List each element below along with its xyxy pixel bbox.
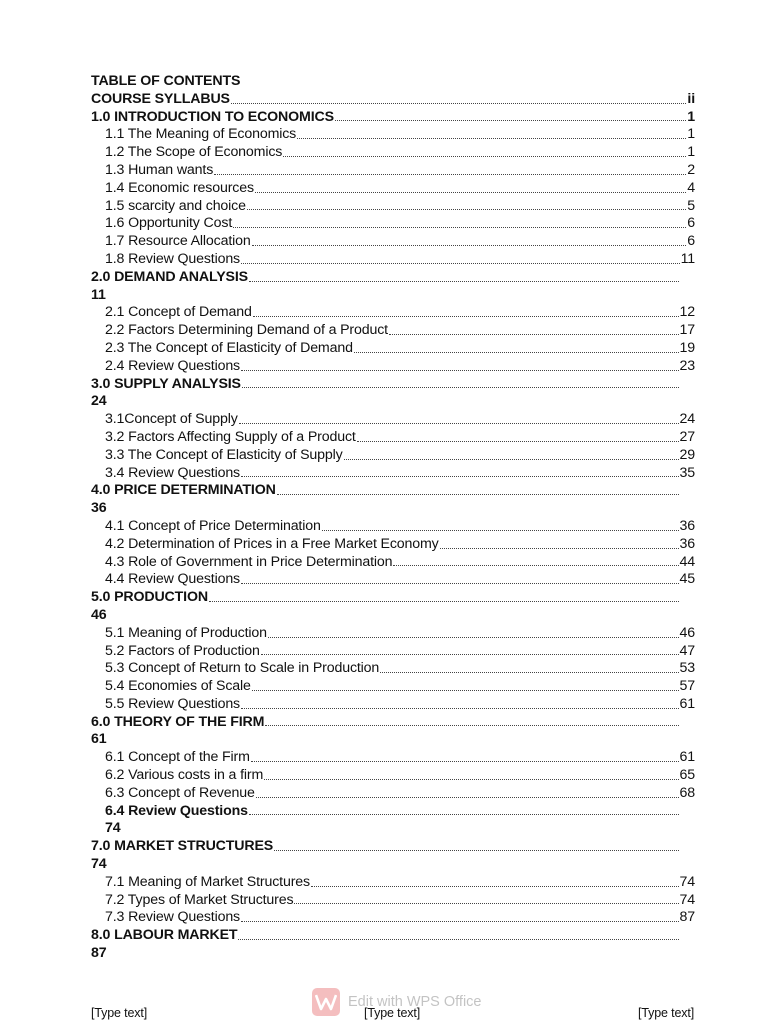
toc-entry-title: 4.1 Concept of Price Determination	[105, 517, 321, 534]
toc-entry-title: 5.2 Factors of Production	[105, 642, 260, 659]
dot-leader	[241, 583, 679, 584]
toc-entry-title: 3.1Concept of Supply	[105, 411, 238, 428]
toc-entry-title: 1.0 INTRODUCTION TO ECONOMICS	[91, 108, 334, 125]
toc-section-entry[interactable]	[91, 892, 695, 910]
toc-section-entry[interactable]	[91, 251, 695, 269]
toc-section-entry[interactable]	[91, 304, 695, 322]
toc-section-entry[interactable]	[91, 696, 695, 714]
toc-entry-title: 7.3 Review Questions	[105, 909, 241, 926]
dot-leader	[233, 227, 686, 228]
toc-chapter-entry[interactable]	[91, 927, 695, 945]
dot-leader	[335, 120, 686, 121]
toc-section-entry[interactable]	[91, 144, 695, 162]
toc-section-entry[interactable]	[91, 678, 695, 696]
dot-leader	[264, 779, 678, 780]
dot-leader	[209, 601, 679, 602]
toc-entry-title: 7.0 MARKET STRUCTURES	[91, 838, 274, 855]
dot-leader	[393, 565, 678, 566]
toc-entry-page: 29	[679, 446, 695, 463]
dot-leader	[255, 192, 686, 193]
toc-section-entry[interactable]	[91, 162, 695, 180]
toc-entry-title: 1.6 Opportunity Cost	[105, 215, 233, 232]
toc-entry-title: 5.0 PRODUCTION	[91, 589, 208, 606]
dot-leader	[253, 316, 679, 317]
toc-section-entry[interactable]	[91, 215, 695, 233]
toc-entry-syllabus[interactable]	[91, 91, 695, 109]
toc-entry-page: 23	[679, 357, 695, 374]
toc-entry-page: 17	[679, 322, 695, 339]
toc-heading: TABLE OF CONTENTS	[91, 73, 241, 89]
toc-entry-title: 5.5 Review Questions	[105, 695, 241, 712]
toc-entry-page: 68	[679, 784, 695, 801]
toc-entry-title: 2.3 The Concept of Elasticity of Demand	[105, 339, 353, 356]
toc-entry-title: 4.4 Review Questions	[105, 571, 241, 588]
dot-leader	[256, 797, 679, 798]
toc-entry-page: 12	[679, 304, 695, 321]
toc-entry-page-wrapped: 46	[91, 606, 107, 623]
toc-entry-title: 4.3 Role of Government in Price Determination	[105, 553, 393, 570]
toc-entry-title: 2.1 Concept of Demand	[105, 304, 252, 321]
toc-entry-title: 5.3 Concept of Return to Scale in Production	[105, 660, 380, 677]
toc-section-entry[interactable]	[91, 643, 695, 661]
toc-entry-title: 2.0 DEMAND ANALYSIS	[91, 268, 248, 285]
toc-entry-title: 1.7 Resource Allocation	[105, 233, 251, 250]
dot-leader	[249, 281, 679, 282]
toc-section-entry[interactable]	[91, 429, 695, 447]
toc-section-entry[interactable]	[91, 198, 695, 216]
toc-entry-title: COURSE SYLLABUS	[91, 90, 230, 107]
toc-entry-page: 5	[687, 197, 695, 214]
toc-section-entry[interactable]	[91, 874, 695, 892]
toc-section-entry[interactable]	[91, 749, 695, 767]
toc-entry-page: 1	[687, 126, 695, 143]
toc-entry-title: 6.2 Various costs in a firm	[105, 767, 264, 784]
toc-entry-page: 11	[680, 250, 695, 267]
dot-leader	[322, 530, 679, 531]
toc-entry-title: 1.1 The Meaning of Economics	[105, 126, 297, 143]
toc-chapter-entry[interactable]	[91, 482, 695, 500]
toc-entry-title: 7.2 Types of Market Structures	[105, 891, 294, 908]
dot-leader	[297, 138, 686, 139]
toc-entry-page: 6	[687, 233, 695, 250]
toc-section-entry[interactable]	[91, 767, 695, 785]
toc-entry-page-wrapped: 87	[91, 945, 107, 962]
toc-section-entry[interactable]	[91, 340, 695, 358]
toc-entry-title: 4.2 Determination of Prices in a Free Market Economy	[105, 535, 439, 552]
toc-section-entry[interactable]	[91, 322, 695, 340]
toc-entry-title: 4.0 PRICE DETERMINATION	[91, 482, 276, 499]
page-footer	[0, 1006, 768, 1024]
toc-entry-page: 1	[687, 108, 695, 125]
toc-entry-page: 46	[679, 624, 695, 641]
wps-watermark-text: Edit with WPS Office	[348, 994, 482, 1010]
toc-entry-title: 5.4 Economies of Scale	[105, 678, 251, 695]
toc-section-entry[interactable]	[91, 358, 695, 376]
toc-entry-page-wrapped: 36	[91, 500, 107, 517]
toc-chapter-entry[interactable]	[91, 714, 695, 732]
dot-leader	[241, 921, 679, 922]
toc-entry-page: 36	[679, 535, 695, 552]
dot-leader	[239, 423, 679, 424]
toc-section-entry[interactable]	[91, 233, 695, 251]
toc-entry-title: 6.0 THEORY OF THE FIRM	[91, 713, 265, 730]
dot-leader	[440, 548, 679, 549]
toc-chapter-entry[interactable]	[91, 376, 695, 394]
dot-leader	[252, 245, 687, 246]
toc-chapter-entry[interactable]	[91, 838, 695, 856]
dot-leader	[357, 441, 679, 442]
toc-entry-title: 3.3 The Concept of Elasticity of Supply	[105, 446, 343, 463]
toc-entry-page: 87	[679, 909, 695, 926]
dot-leader	[251, 761, 679, 762]
footer-center-text: [Type text]	[364, 1006, 421, 1020]
dot-leader	[241, 263, 680, 264]
toc-chapter-entry[interactable]	[91, 269, 695, 287]
toc-entry-page: 36	[679, 517, 695, 534]
toc-entry-page: 74	[679, 873, 695, 890]
toc-entry-title: 2.2 Factors Determining Demand of a Product	[105, 322, 388, 339]
toc-entry-title: 6.3 Concept of Revenue	[105, 784, 255, 801]
dot-leader	[261, 654, 679, 655]
toc-entry-page: ii	[687, 90, 695, 107]
dot-leader	[380, 672, 678, 673]
toc-entry-page: 4	[687, 179, 695, 196]
toc-section-entry[interactable]	[91, 625, 695, 643]
toc-entry-page: 19	[679, 339, 695, 356]
dot-leader	[214, 174, 686, 175]
dot-leader	[294, 903, 678, 904]
toc-chapter-entry[interactable]	[91, 589, 695, 607]
table-of-contents	[91, 73, 695, 963]
toc-entry-page: 35	[679, 464, 695, 481]
dot-leader	[241, 708, 679, 709]
toc-entry-title: 7.1 Meaning of Market Structures	[105, 873, 310, 890]
dot-leader	[265, 725, 679, 726]
toc-section-entry[interactable]	[91, 536, 695, 554]
toc-section-entry[interactable]	[91, 447, 695, 465]
toc-entry-page: 1	[687, 144, 695, 161]
toc-entry-page: 57	[679, 678, 695, 695]
dot-leader	[283, 156, 686, 157]
toc-section-entry[interactable]	[91, 411, 695, 429]
footer-left-text: [Type text]	[91, 1006, 148, 1020]
footer-right-text: [Type text]	[638, 1006, 695, 1020]
dot-leader	[231, 103, 687, 104]
toc-entry-title: 1.8 Review Questions	[105, 250, 241, 267]
toc-entry-page-wrapped: 24	[91, 393, 107, 410]
toc-entry-page: 53	[679, 660, 695, 677]
dot-leader	[241, 370, 679, 371]
toc-entry-title: 2.4 Review Questions	[105, 357, 241, 374]
toc-entry-page: 2	[687, 161, 695, 178]
toc-entry-page: 61	[679, 695, 695, 712]
toc-section-entry[interactable]	[91, 126, 695, 144]
dot-leader	[389, 334, 679, 335]
toc-entry-page: 47	[679, 642, 695, 659]
dot-leader	[242, 387, 679, 388]
dot-leader	[277, 494, 679, 495]
toc-entry-title: 6.4 Review Questions	[105, 802, 248, 819]
toc-section-entry[interactable]	[91, 465, 695, 483]
toc-entry-page: 24	[679, 411, 695, 428]
toc-entry-title: 1.3 Human wants	[105, 161, 214, 178]
toc-section-entry[interactable]	[91, 571, 695, 589]
toc-section-entry[interactable]	[91, 554, 695, 572]
toc-entry-page: 44	[679, 553, 695, 570]
toc-entry-title: 3.0 SUPPLY ANALYSIS	[91, 375, 241, 392]
dot-leader	[354, 352, 679, 353]
dot-leader	[249, 814, 679, 815]
toc-entry-page: 65	[679, 767, 695, 784]
toc-entry-page: 61	[679, 749, 695, 766]
toc-chapter-entry[interactable]	[91, 109, 695, 127]
toc-entry-page-wrapped: 74	[91, 856, 107, 873]
dot-leader	[268, 637, 679, 638]
dot-leader	[247, 209, 686, 210]
toc-entry-title: 1.5 scarcity and choice	[105, 197, 246, 214]
toc-entry-title: 6.1 Concept of the Firm	[105, 749, 250, 766]
dot-leader	[311, 886, 679, 887]
dot-leader	[344, 459, 679, 460]
dot-leader	[252, 690, 679, 691]
toc-entry-page: 6	[687, 215, 695, 232]
toc-entry-page-wrapped: 74	[105, 820, 121, 837]
toc-section-entry[interactable]	[91, 518, 695, 536]
dot-leader	[241, 476, 679, 477]
toc-entry-page: 27	[679, 428, 695, 445]
toc-entry-title: 1.4 Economic resources	[105, 179, 254, 196]
toc-entry-title: 8.0 LABOUR MARKET	[91, 927, 238, 944]
toc-chapter-list	[91, 109, 695, 963]
toc-entry-page: 45	[679, 571, 695, 588]
toc-section-entry[interactable]	[91, 785, 695, 803]
dot-leader	[274, 850, 679, 851]
toc-section-entry[interactable]	[91, 803, 695, 821]
toc-section-entry[interactable]	[91, 660, 695, 678]
toc-entry-title: 5.1 Meaning of Production	[105, 624, 267, 641]
toc-entry-page-wrapped: 11	[91, 286, 106, 303]
toc-section-entry[interactable]	[91, 180, 695, 198]
toc-entry-page: 74	[679, 891, 695, 908]
toc-entry-title: 3.2 Factors Affecting Supply of a Product	[105, 428, 356, 445]
dot-leader	[238, 939, 679, 940]
toc-section-entry[interactable]	[91, 909, 695, 927]
toc-entry-title: 1.2 The Scope of Economics	[105, 144, 283, 161]
toc-entry-title: 3.4 Review Questions	[105, 464, 241, 481]
toc-entry-page-wrapped: 61	[91, 731, 107, 748]
